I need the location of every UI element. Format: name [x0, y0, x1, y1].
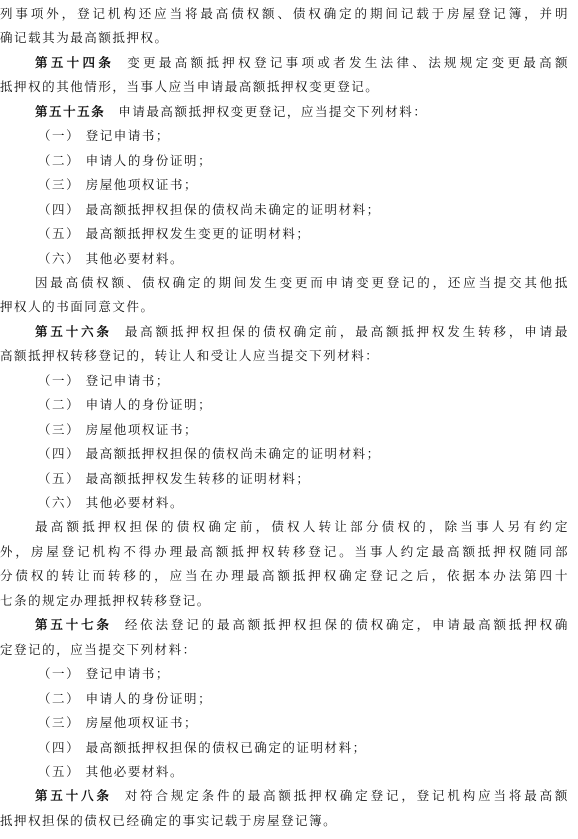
- line-text: 抵押权担保的债权已经确定的事实记载于房屋登记簿。: [0, 812, 338, 828]
- article-number: 第五十五条: [35, 103, 106, 119]
- line-text: 高额抵押权转移登记的，转让人和受让人应当提交下列材料：: [0, 348, 380, 364]
- list-item: [0, 687, 578, 711]
- line-text: 外，房屋登记机构不得办理最高额抵押权转移登记。当事人约定最高额抵押权随同部: [0, 543, 569, 559]
- line-text: 申请最高额抵押权变更登记，应当提交下列材料：: [118, 103, 428, 119]
- text-line: [0, 515, 578, 539]
- text-line: [0, 809, 578, 833]
- line-text: 因最高债权额、债权确定的期间发生变更而申请变更登记的，还应当提交其他抵: [35, 274, 569, 290]
- list-item: [0, 173, 578, 197]
- line-text: 押权人的书面同意文件。: [0, 299, 155, 315]
- line-text: 七条的规定办理抵押权转移登记。: [0, 592, 211, 608]
- article-line: [0, 51, 578, 75]
- line-text: 最高额抵押权担保的债权确定前，最高额抵押权发生转移，申请最: [124, 323, 569, 339]
- list-item: [0, 760, 578, 784]
- list-item: [0, 491, 578, 515]
- line-text: 变更最高额抵押权登记事项或者发生法律、法规规定变更最高额: [127, 54, 569, 70]
- line-text: 分债权的转让而转移的，应当在办理最高额抵押权确定登记之后，依据本办法第四十: [0, 568, 569, 584]
- line-text: （二） 申请人的身份证明；: [38, 152, 213, 168]
- text-line: [0, 75, 578, 99]
- list-item: [0, 418, 578, 442]
- text-line: [0, 638, 578, 662]
- text-line: [0, 271, 578, 295]
- text-line: [0, 564, 578, 588]
- line-text: （三） 房屋他项权证书；: [38, 177, 199, 193]
- line-text: 确记载其为最高额抵押权。: [0, 30, 169, 46]
- line-text: 对符合规定条件的最高额抵押权确定登记，登记机构应当将最高额: [124, 788, 569, 804]
- article-number: 第五十七条: [35, 617, 112, 633]
- list-item: [0, 467, 578, 491]
- line-text: （四） 最高额抵押权担保的债权尚未确定的证明材料；: [38, 201, 381, 217]
- article-line: [0, 613, 578, 637]
- text-line: [0, 589, 578, 613]
- line-text: （五） 其他必要材料。: [38, 763, 185, 779]
- line-text: （一） 登记申请书；: [38, 666, 170, 682]
- line-text: （一） 登记申请书；: [38, 372, 170, 388]
- article-number: 第五十六条: [35, 323, 112, 339]
- line-text: 定登记的，应当提交下列材料：: [0, 641, 197, 657]
- line-text: （六） 其他必要材料。: [38, 250, 185, 266]
- list-item: [0, 442, 578, 466]
- line-text: 最高额抵押权担保的债权确定前，债权人转让部分债权的，除当事人另有约定: [35, 519, 569, 535]
- line-text: （一） 登记申请书；: [38, 128, 170, 144]
- list-item: [0, 393, 578, 417]
- text-line: [0, 2, 578, 26]
- list-item: [0, 198, 578, 222]
- line-text: （四） 最高额抵押权担保的债权尚未确定的证明材料；: [38, 446, 381, 462]
- line-text: （二） 申请人的身份证明；: [38, 397, 213, 413]
- article-line: [0, 100, 578, 124]
- list-item: [0, 736, 578, 760]
- article-number: 第五十四条: [35, 54, 115, 70]
- line-text: （三） 房屋他项权证书；: [38, 421, 199, 437]
- list-item: [0, 369, 578, 393]
- text-line: [0, 295, 578, 319]
- text-line: [0, 26, 578, 50]
- article-line: [0, 320, 578, 344]
- list-item: [0, 149, 578, 173]
- line-text: （五） 最高额抵押权发生变更的证明材料；: [38, 226, 311, 241]
- line-text: （四） 最高额抵押权担保的债权已确定的证明材料；: [38, 739, 367, 755]
- list-item: [0, 711, 578, 735]
- list-item: [0, 247, 578, 271]
- text-line: [0, 540, 578, 564]
- line-text: 列事项外，登记机构还应当将最高债权额、债权确定的期间记载于房屋登记簿，并明: [0, 6, 569, 21]
- line-text: （五） 最高额抵押权发生转移的证明材料；: [38, 470, 311, 486]
- line-text: （二） 申请人的身份证明；: [38, 690, 213, 706]
- article-line: [0, 784, 578, 808]
- list-item: [0, 662, 578, 686]
- article-number: 第五十八条: [35, 788, 112, 804]
- list-item: [0, 222, 578, 246]
- line-text: （六） 其他必要材料。: [38, 495, 185, 510]
- line-text: 经依法登记的最高额抵押权担保的债权确定，申请最高额抵押权确: [124, 617, 569, 633]
- list-item: [0, 124, 578, 148]
- line-text: 抵押权的其他情形，当事人应当申请最高额抵押权变更登记。: [0, 79, 380, 95]
- line-text: （三） 房屋他项权证书；: [38, 715, 199, 730]
- text-line: [0, 344, 578, 368]
